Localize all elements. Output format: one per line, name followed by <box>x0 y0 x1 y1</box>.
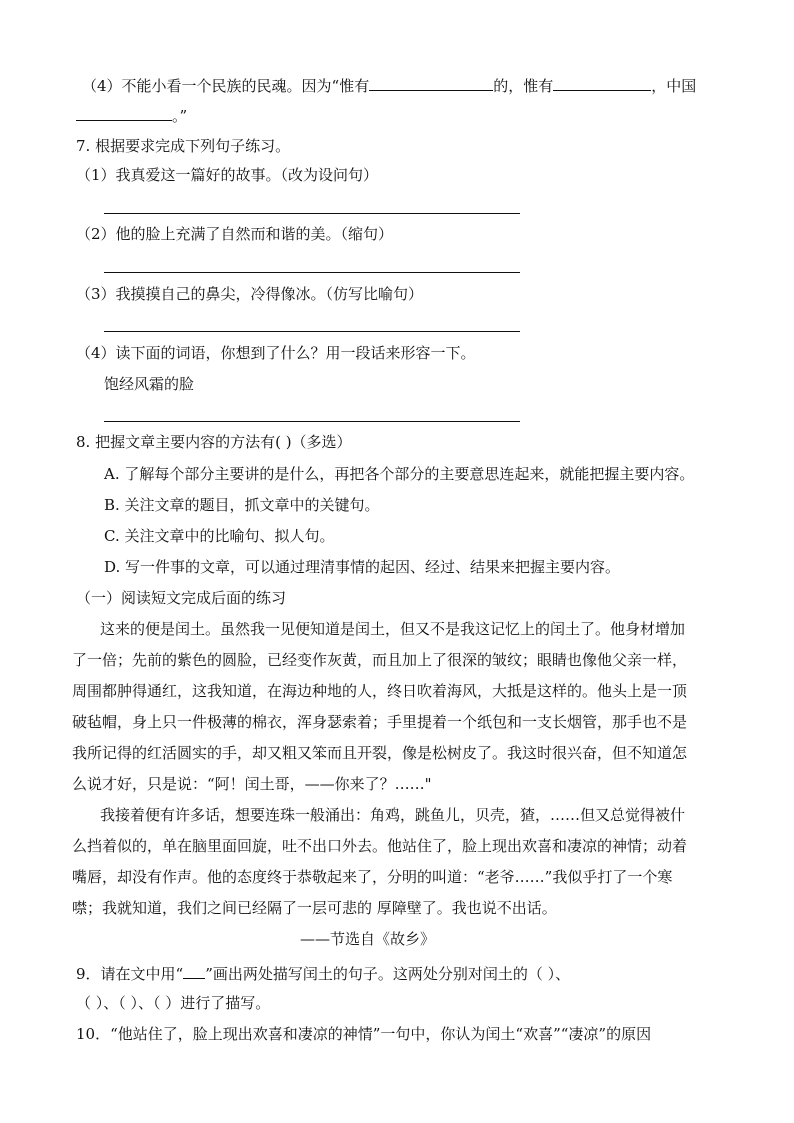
reading-heading: （一）阅读短文完成后面的练习 <box>76 589 287 607</box>
q7-title: 7. 根据要求完成下列句子练习。 <box>76 137 291 155</box>
q6-4-blank-3[interactable] <box>76 104 172 121</box>
q7-answer-line-4[interactable] <box>104 421 520 422</box>
q7-phrase: 饱经风霜的脸 <box>104 375 195 393</box>
passage-p1-line-6: 么说才好，只是说：“阿！闰土哥，——你来了？……" <box>72 775 432 793</box>
q6-4-blank-2[interactable] <box>553 74 651 91</box>
q6-4-text-b: 的，惟有 <box>493 77 554 95</box>
q8-title: 8. 把握文章主要内容的方法有( )（多选） <box>76 433 352 451</box>
q7-item-4: （4）读下面的词语，你想到了什么？用一段话来形容一下。 <box>76 344 476 362</box>
q6-4-line2 <box>76 104 187 126</box>
q7-answer-line-2[interactable] <box>104 272 520 273</box>
q7-answer-line-3[interactable] <box>104 331 520 332</box>
passage-p1-line-1: 这来的便是闰土。虽然我一见便知道是闰土，但又不是我这记忆上的闰土了。他身材增加 <box>100 620 686 638</box>
passage-source: ——节选自《故乡》 <box>300 930 436 948</box>
q6-4-text-c: ，中国 <box>651 77 697 95</box>
passage-p1-line-2: 了一倍；先前的紫色的圆脸，已经变作灰黄，而且加上了很深的皱纹；眼睛也像他父亲一样， <box>72 651 688 669</box>
passage-p1-line-3: 周围都肿得通红，这我知道，在海边种地的人，终日吹着海风，大抵是这样的。他头上是一顶 <box>72 682 688 700</box>
q9-line-1 <box>76 962 570 984</box>
q7-item-3: （3）我摸摸自己的鼻尖，冷得像冰。（仿写比喻句） <box>76 285 424 303</box>
q7-item-2: （2）他的脸上充满了自然而和谐的美。（缩句） <box>76 225 394 243</box>
q6-4-text-d: 。” <box>172 107 188 125</box>
passage-p1-line-4: 破毡帽，身上只一件极薄的棉衣，浑身瑟索着；手里提着一个纸包和一支长烟管，那手也不是 <box>72 713 688 731</box>
q9-line-2: （ ）、（ ）、（ ）进行了描写。 <box>76 994 271 1012</box>
passage-p2-line-3: 嘴唇，却没有作声。他的态度终于恭敬起来了，分明的叫道：“老爷……”我似乎打了一个寒 <box>72 868 673 886</box>
passage-p2-line-2: 么挡着似的，单在脑里面回旋，吐不出口外去。他站住了，脸上现出欢喜和凄凉的神情；动着 <box>72 837 688 855</box>
q7-answer-line-1[interactable] <box>104 213 520 214</box>
passage-p2-line-4: 噤；我就知道，我们之间已经隔了一层可悲的 厚障壁了。我也说不出话。 <box>72 899 557 917</box>
q6-4-blank-1[interactable] <box>369 74 493 91</box>
passage-p2-line-1: 我接着便有许多话，想要连珠一般涌出：角鸡，跳鱼儿，贝壳，猹，……但又总觉得被什 <box>100 806 686 824</box>
q9-text-a: 9．请在文中用“ <box>76 965 184 983</box>
q9-underline-sample <box>183 962 205 979</box>
q6-4-text-a: （4）不能小看一个民族的民魂。因为“惟有 <box>82 77 370 95</box>
q8-option-d[interactable]: D. 写一件事的文章，可以通过理清事情的起因、经过、结果来把握主要内容。 <box>104 558 621 576</box>
passage-p1-line-5: 我所记得的红活圆实的手，却又粗又笨而且开裂，像是松树皮了。我这时很兴奋，但不知道怎 <box>72 744 688 762</box>
q9-text-b: ”画出两处描写闰土的句子。这两处分别对闰土的（ ）、 <box>205 965 571 983</box>
q7-item-1: （1）我真爱这一篇好的故事。（改为设问句） <box>76 166 379 184</box>
q10-text: 10．“他站住了，脸上现出欢喜和凄凉的神情”一句中，你认为闰土“欢喜”“凄凉”的原因 <box>76 1025 652 1043</box>
q8-option-c[interactable]: C. 关注文章中的比喻句、拟人句。 <box>104 527 335 545</box>
q6-4-line1 <box>82 74 696 96</box>
q8-option-b[interactable]: B. 关注文章的题目，抓文章中的关键句。 <box>104 496 380 514</box>
q8-option-a[interactable]: A. 了解每个部分主要讲的是什么，再把各个部分的主要意思连起来，就能把握主要内容。 <box>104 465 695 483</box>
